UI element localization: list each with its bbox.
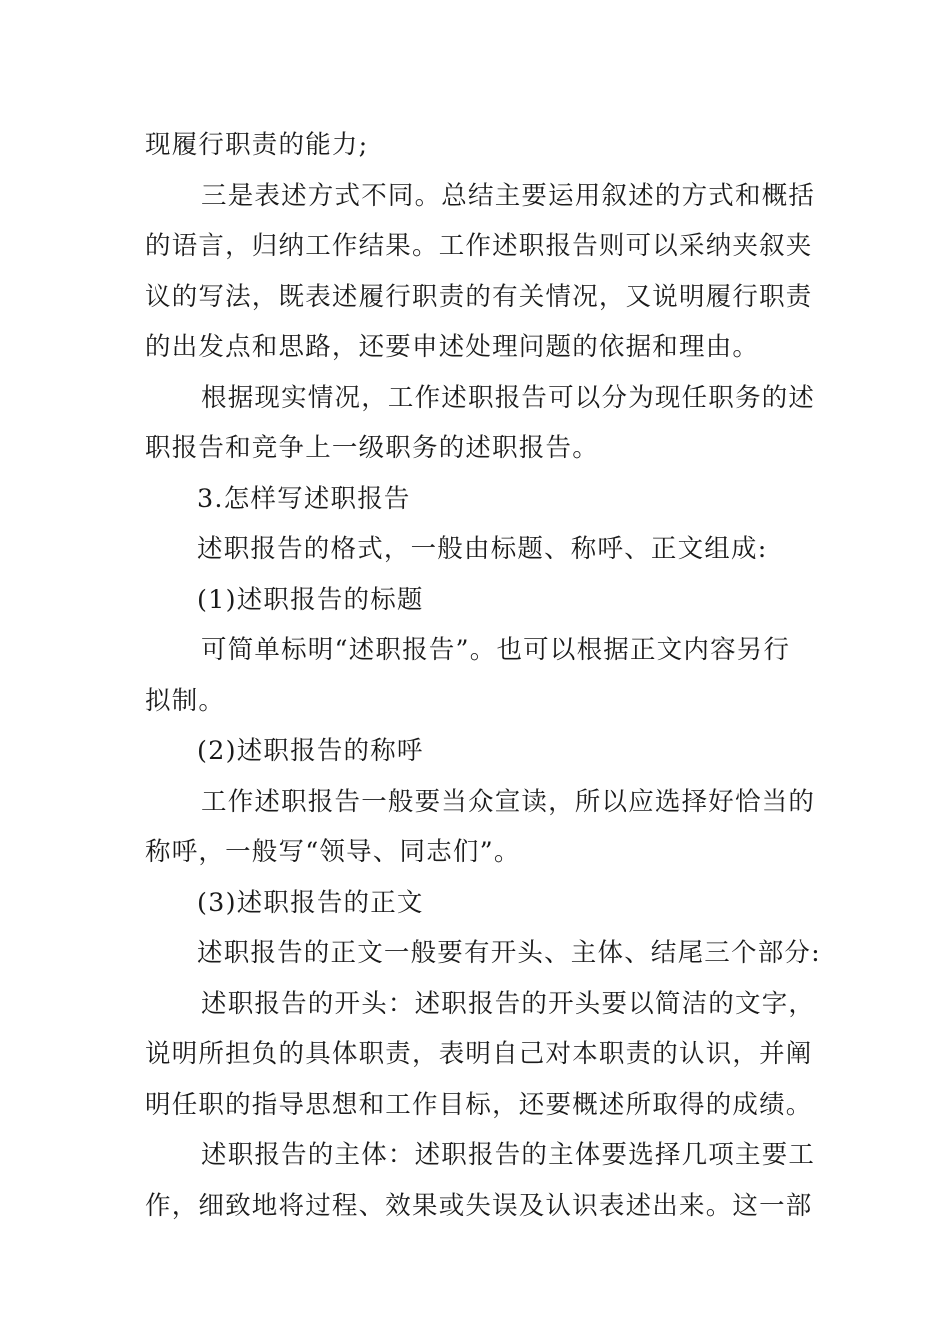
text-line: 作，细致地将过程、效果或失误及认识表述出来。这一部: [145, 1190, 813, 1221]
text-line: 根据现实情况，工作述职报告可以分为现任职务的述: [201, 382, 816, 413]
document-body: [145, 120, 821, 1231]
text-line: 明任职的指导思想和工作目标，还要概述所取得的成绩。: [145, 1089, 813, 1120]
text-line: 可简单标明“述职报告”。也可以根据正文内容另行: [201, 635, 791, 665]
text-line: 议的写法，既表述履行职责的有关情况，又说明履行职责: [145, 281, 813, 312]
text-line: 拟制。: [145, 685, 226, 716]
text-line: 述职报告的主体：述职报告的主体要选择几项主要工: [201, 1140, 816, 1170]
subsection-heading: (3)述职报告的正文: [197, 887, 424, 918]
text-line: 职报告和竞争上一级职务的述职报告。: [145, 433, 599, 463]
text-line: 的出发点和思路，还要申述处理问题的依据和理由。: [145, 332, 760, 362]
subsection-heading: (2)述职报告的称呼: [197, 736, 424, 766]
text-line: 述职报告的格式，一般由标题、称呼、正文组成:: [197, 534, 768, 564]
text-line: 述职报告的正文一般要有开头、主体、结尾三个部分:: [197, 938, 821, 968]
text-line: 三是表述方式不同。总结主要运用叙述的方式和概括: [201, 180, 816, 211]
text-line: 述职报告的开头：述职报告的开头要以简洁的文字，: [201, 988, 816, 1019]
text-line: 说明所担负的具体职责，表明自己对本职责的认识，并阐: [145, 1039, 813, 1069]
section-heading: 3.怎样写述职报告: [197, 483, 411, 514]
subsection-heading: (1)述职报告的标题: [197, 584, 424, 615]
text-line: 称呼，一般写“领导、同志们”。: [145, 837, 521, 867]
text-line: 现履行职责的能力;: [145, 130, 369, 160]
text-line: 工作述职报告一般要当众宣读，所以应选择好恰当的: [201, 786, 816, 817]
text-line: 的语言，归纳工作结果。工作述职报告则可以采纳夹叙夹: [145, 231, 813, 261]
